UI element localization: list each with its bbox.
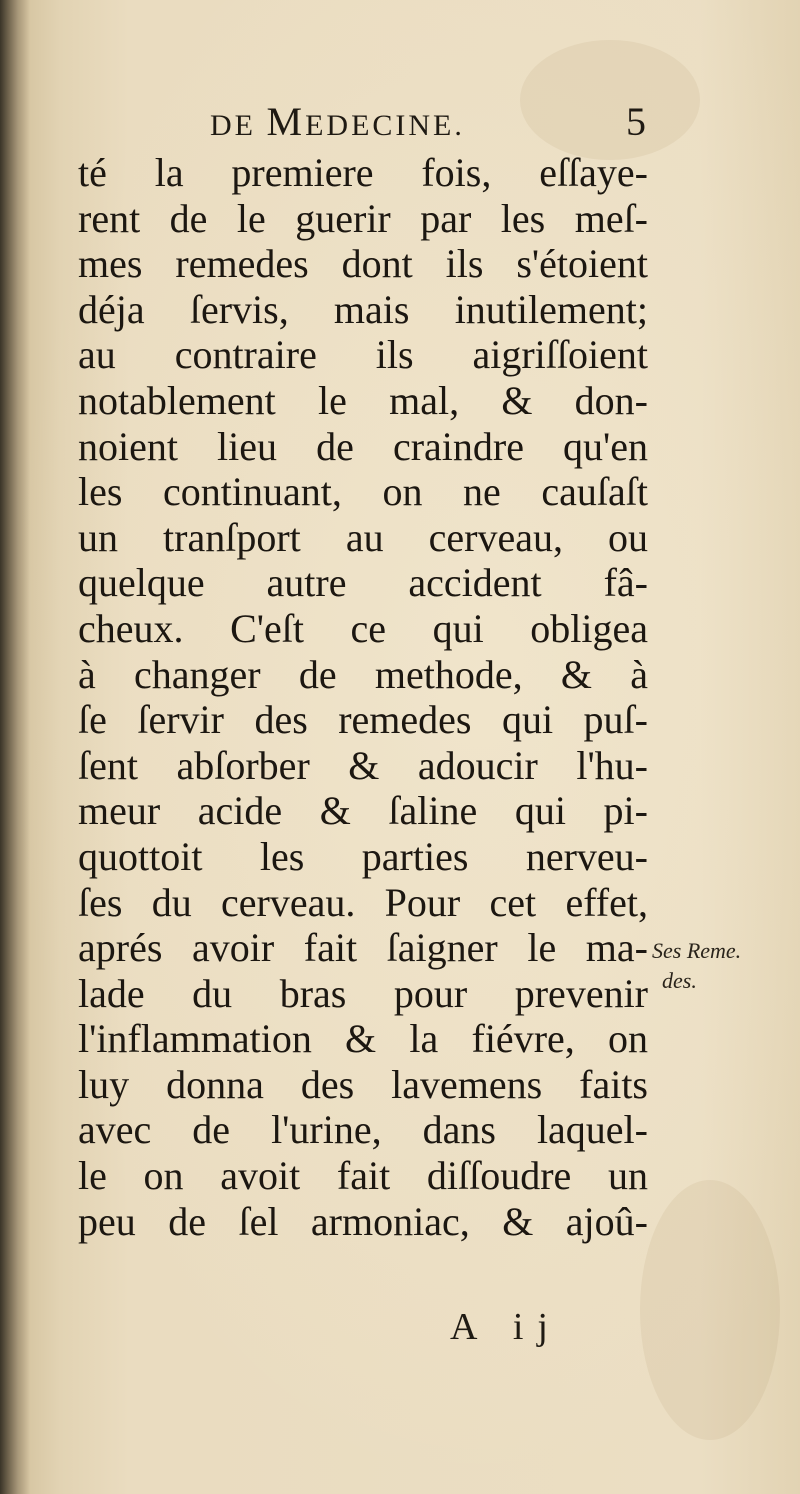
text-line: ſe ſervir des remedes qui puſ- <box>78 697 648 743</box>
text-line: quottoit les parties nerveu- <box>78 833 648 879</box>
running-head-initial: M <box>266 99 306 144</box>
text-line: luy donna des lavemens faits <box>78 1061 648 1107</box>
text-line: aprés avoir fait ſaigner le ma- <box>78 925 648 971</box>
binding-gutter <box>0 0 30 1494</box>
text-line: cheux. C'eſt ce qui obligea <box>78 605 648 651</box>
text-line: un tranſport au cerveau, ou <box>78 514 648 560</box>
text-line: notablement le mal, & don- <box>78 377 648 423</box>
margin-note-line: des. <box>662 968 697 993</box>
text-line: ſent abſorber & adoucir l'hu- <box>78 742 648 788</box>
text-line: lade du bras pour prevenir <box>78 970 648 1016</box>
text-line: mes remedes dont ils s'étoient <box>78 241 648 287</box>
running-head-rest: EDECINE. <box>305 109 465 142</box>
text-line: le on avoit fait diſſoudre un <box>78 1153 648 1199</box>
text-line: rent de le guerir par les meſ- <box>78 195 648 241</box>
text-line: meur acide & ſaline qui pi- <box>78 788 648 834</box>
running-head <box>210 96 550 148</box>
margin-note <box>652 936 792 996</box>
text-line: ſes du cerveau. Pour cet effet, <box>78 879 648 925</box>
text-line: avec de l'urine, dans laquel- <box>78 1107 648 1153</box>
text-line: peu de ſel armoniac, & ajoû- <box>78 1198 648 1244</box>
text-line: déja ſervis, mais inutilement; <box>78 286 648 332</box>
body-text <box>78 150 648 1244</box>
margin-note-line: Ses Reme. <box>652 938 742 963</box>
running-head-prefix: DE <box>210 109 267 142</box>
page-number: 5 <box>626 99 646 144</box>
text-line: noient lieu de craindre qu'en <box>78 423 648 469</box>
text-line: à changer de methode, & à <box>78 651 648 697</box>
text-line: quelque autre accident fâ- <box>78 560 648 606</box>
text-line: les continuant, on ne cauſaſt <box>78 469 648 515</box>
signature-mark: A ij <box>450 1306 562 1348</box>
text-line: l'inflammation & la fiévre, on <box>78 1016 648 1062</box>
paper-stain <box>640 1180 780 1440</box>
text-line: té la premiere fois, eſſaye- <box>78 150 648 195</box>
text-line: au contraire ils aigriſſoient <box>78 332 648 378</box>
